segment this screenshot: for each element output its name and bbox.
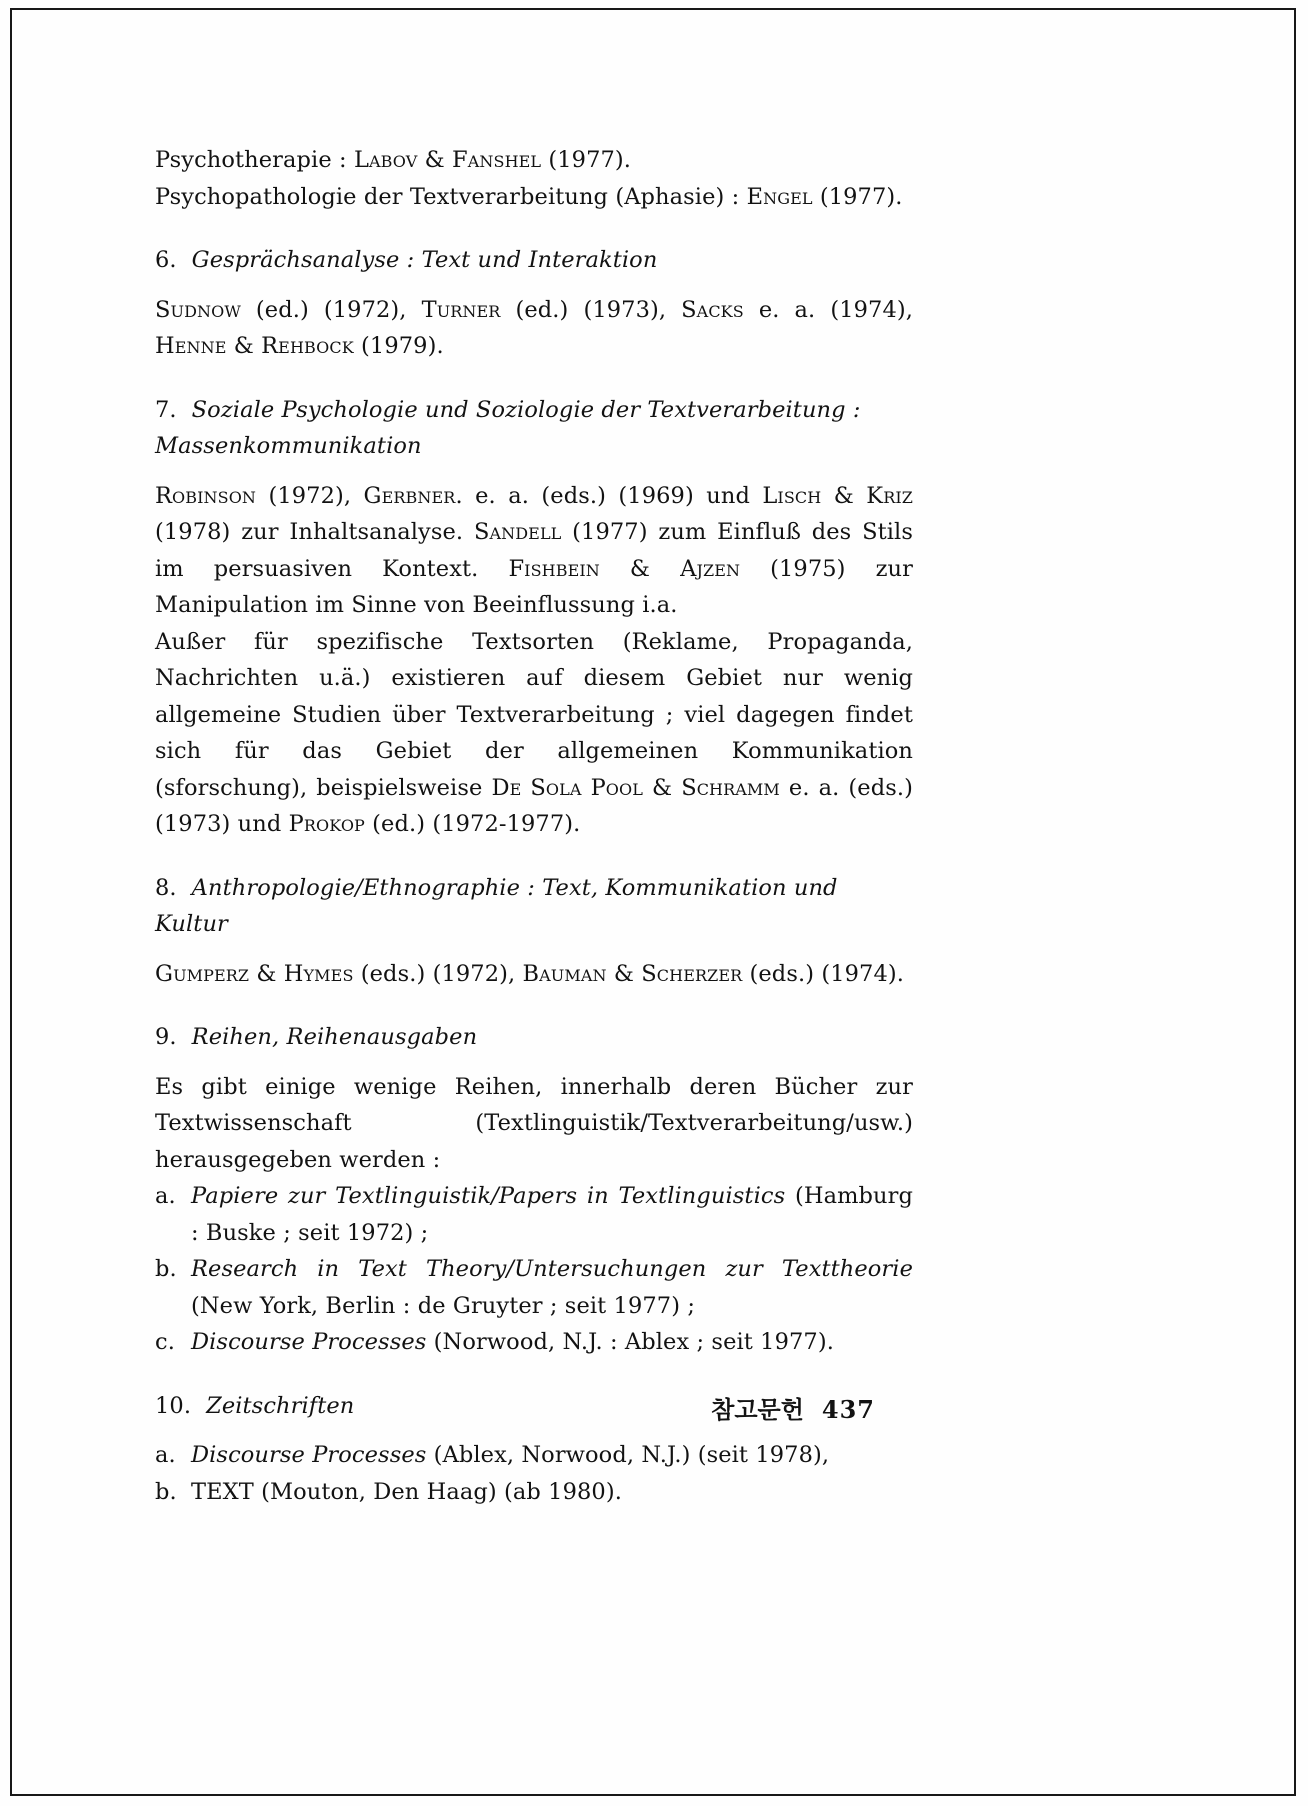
italic-title-text: Discourse Processes [191,1329,427,1355]
page-footer [711,1390,875,1425]
text-run: Es gibt einige wenige Reihen, innerhalb deren Bücher zur Textwissenschaft (Textlinguistik/Textverarbeitung/usw.) herausgegeben werden : [155,1073,913,1173]
author-name: Rehbock [261,333,354,359]
italic-title-text: Discourse Processes [191,1442,427,1468]
text-run: (1977). [812,183,903,210]
author-name: Bauman [522,960,607,987]
text-run: (ed.) (1972-1977). [364,811,581,837]
text-run: (ed.) (1973), [500,296,682,323]
italic-title-text: Zeitschriften [206,1392,355,1419]
footer-page-number: 437 [821,1395,875,1424]
text-run: (1975) zur Manipulation im Sinne von Beeinflussung i.a. [155,555,913,618]
text-run: Psychopathologie der Textverarbeitung (Aphasie) : [155,183,747,210]
text-run: & [417,147,453,173]
text-run: (Norwood, N.J. : Ablex ; seit 1977). [426,1329,834,1355]
italic-title-text: Soziale Psychologie und Soziologie der Textverarbeitung : Massenkommunikation [155,396,861,459]
text-run: & [606,960,642,987]
footer-section-label: 참고문헌 [711,1395,804,1424]
text-run: TEXT (Mouton, Den Haag) (ab 1980). [191,1478,622,1505]
text-run: (1977) zum Einfluß des Stils im persuasiven Kontext. [155,519,913,582]
italic-title-text: Papiere zur Textlinguistik/Papers in Textlinguistics [191,1183,786,1209]
author-name: Fanshel [452,147,542,173]
text-run: (New York, Berlin : de Gruyter ; seit 1977) ; [191,1292,696,1319]
text-run: & [821,482,867,509]
author-name: Lisch [762,482,822,509]
paragraph [155,292,913,365]
author-name: Kriz [866,482,913,509]
author-name: Robinson [155,482,257,509]
text-run: (eds.) (1974). [742,960,905,987]
text-run: Psychotherapie : [155,147,354,173]
section-heading [155,392,913,465]
text-run: (Hamburg : Buske ; seit 1972) ; [191,1183,913,1246]
author-name: Labov [353,147,418,173]
text-run: (ed.) (1972), [240,296,422,323]
author-name: Sudnow [155,296,241,323]
author-name: Schramm [681,774,780,801]
author-name: Sacks [681,296,744,323]
author-name: Ajzen [680,555,741,582]
text-run: (Ablex, Norwood, N.J.) (seit 1978), [426,1442,830,1468]
text-run: & [249,960,284,987]
author-name: Turner [421,296,501,323]
author-name: Gumperz [155,960,250,987]
section-number: 7. [155,396,177,423]
author-name: Hymes [283,960,354,987]
text-run: (1978) zur Inhaltsanalyse. [155,519,474,545]
paragraph [155,142,913,179]
list-item [155,1178,913,1251]
section-number: 9. [155,1024,177,1050]
list-marker: b. [155,1478,177,1505]
list-marker: b. [155,1256,177,1282]
list-item [155,1474,913,1511]
list-marker: a. [155,1442,176,1468]
page-content [155,142,913,1510]
paragraph [155,179,913,216]
list-item [155,1251,913,1324]
text-run: (1979). [353,333,444,359]
list-item [155,1324,913,1361]
author-name: Scherzer [641,960,743,987]
italic-title-text: Reihen, Reihenausgaben [191,1024,478,1050]
list-item [155,1437,913,1474]
paragraph [155,624,913,843]
paragraph [155,478,913,624]
section-number: 10. [155,1392,192,1419]
italic-title-text: Gesprächsanalyse : Text und Interaktion [191,247,658,273]
paragraph [155,1069,913,1179]
section-number: 8. [155,874,177,901]
section-heading [155,870,913,943]
section-number: 6. [155,247,177,273]
author-name: De Sola Pool [491,774,643,801]
author-name: Henne [155,333,227,359]
text-run: . e. a. (eds.) (1969) und [455,482,763,509]
italic-title-text: Anthropologie/Ethnographie : Text, Kommunikation und Kultur [155,874,838,937]
paragraph [155,956,913,993]
author-name: Sandell [473,519,562,545]
text-run: (1977). [541,147,632,173]
section-heading [155,242,913,279]
text-run: e. a. (1974), [743,296,913,323]
text-run: e. a. (eds.) (1973) und [155,774,914,837]
author-name: Gerbner [363,482,456,509]
section-heading [155,1019,913,1056]
text-run: (1972), [256,482,364,509]
list-marker: a. [155,1183,176,1209]
text-run: Außer für spezifische Textsorten (Reklame, Propaganda, Nachrichten u.ä.) existieren auf diesem Gebiet nur wenig allgemeine Studien über Textverarbeitung ; viel dagegen findet sich für das Gebiet der allgemeinen Kommunikation (sforschung), beispielsweise [155,628,913,801]
author-name: Prokop [288,811,365,837]
text-run: & [599,555,681,582]
author-name: Engel [746,183,813,210]
text-run: & [226,333,262,359]
text-run: (eds.) (1972), [353,960,523,987]
text-run: & [642,774,682,801]
italic-title-text: Research in Text Theory/Untersuchungen zur Texttheorie [191,1256,913,1282]
list-marker: c. [155,1329,175,1355]
author-name: Fishbein [508,555,600,582]
